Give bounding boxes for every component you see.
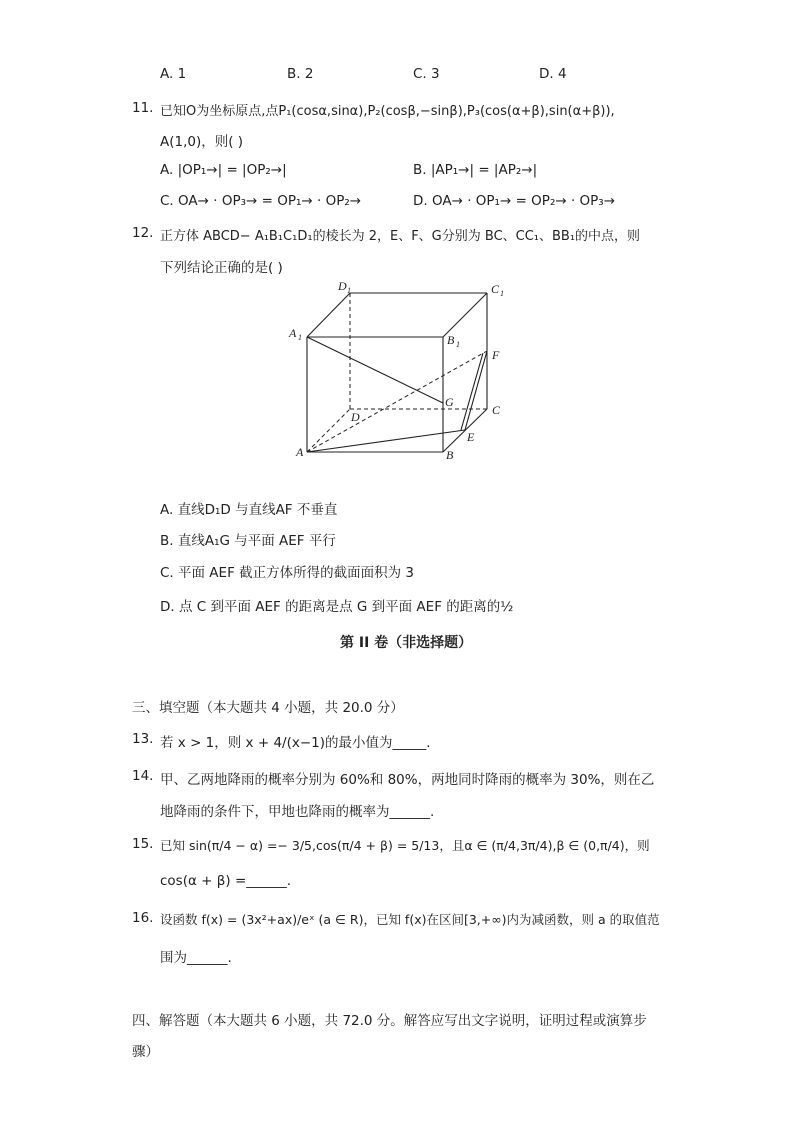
q13-text: 若 x > 1，则 x + 4/(x−1)的最小值为_____. [160, 735, 431, 751]
option-a-top: A. 1 [160, 66, 187, 82]
q15-line1: 已知 sin(π/4 − α) =− 3/5,cos(π/4 + β) = 5/13，且α ∈ (π/4,3π/4),β ∈ (0,π/4)，则 [160, 838, 650, 853]
label-b1: B [447, 333, 455, 347]
segment-a-e [307, 430, 465, 452]
label-g: G [445, 395, 454, 409]
hidden-edge-a-d [307, 409, 350, 452]
q12-line2: 下列结论正确的是( ) [160, 260, 283, 276]
option-d-top: D. 4 [539, 66, 567, 82]
label-c: C [492, 403, 501, 417]
q15-line2: cos(α + β) =______. [160, 873, 292, 889]
q12-number: 12. [132, 225, 154, 241]
q14-line2: 地降雨的条件下，甲地也降雨的概率为______. [160, 804, 435, 820]
q12-line1: 正方体 ABCD− A₁B₁C₁D₁的棱长为 2，E、F、G分别为 BC、CC₁、BB₁的中点，则 [160, 229, 641, 244]
q14-line1: 甲、乙两地降雨的概率分别为 60%和 80%，两地同时降雨的概率为 30%，则在乙 [160, 772, 655, 788]
label-a1: A [289, 326, 297, 340]
q15-number: 15. [132, 836, 154, 852]
option-c-top: C. 3 [413, 66, 440, 82]
q12-option-a: A. 直线D₁D 与直线AF 不垂直 [160, 502, 338, 518]
q16-number: 16. [132, 910, 154, 926]
q11-line2: A(1,0)，则( ) [160, 134, 244, 150]
part4-title: 四、解答题（本大题共 6 小题，共 72.0 分。解答应写出文字说明，证明过程或演算步 [132, 1013, 647, 1029]
q13-number: 13. [132, 731, 154, 747]
q11-line1: 已知O为坐标原点,点P₁(cosα,sinα),P₂(cosβ,−sinβ),P₃(cos(α+β),sin(α+β)), [160, 104, 615, 119]
svg-text:1: 1 [347, 286, 351, 295]
label-b: B [446, 448, 454, 462]
cube-figure [285, 275, 525, 465]
q11-option-b: B. |AP₁→| = |AP₂→| [413, 162, 538, 178]
label-c1: C [491, 282, 500, 296]
q14-number: 14. [132, 768, 154, 784]
q11-option-c: C. OA→ · OP₃→ = OP₁→ · OP₂→ [160, 193, 362, 209]
q11-number: 11. [132, 100, 154, 116]
q12-option-c: C. 平面 AEF 截正方体所得的截面面积为 3 [160, 565, 415, 581]
edge-a1-d1 [307, 293, 350, 337]
q12-option-b: B. 直线A₁G 与平面 AEF 平行 [160, 533, 336, 549]
q16-line1: 设函数 f(x) = (3x²+ax)/eˣ (a ∈ R)，已知 f(x)在区间[3,+∞)内为减函数，则 a 的取值范 [160, 912, 660, 927]
part3-title: 三、填空题（本大题共 4 小题，共 20.0 分） [132, 700, 404, 716]
q16-line2: 围为______. [160, 950, 232, 966]
section2-title: 第 II 卷（非选择题） [340, 635, 473, 651]
label-d1: D [338, 279, 347, 293]
q11-option-a: A. |OP₁→| = |OP₂→| [160, 162, 287, 178]
part4-title-cont: 骤） [132, 1044, 159, 1060]
edge-b1-c1 [443, 293, 487, 337]
hidden-segment-a-f [307, 351, 487, 452]
svg-text:1: 1 [500, 289, 504, 298]
svg-text:1: 1 [456, 340, 460, 349]
label-d: D [351, 410, 360, 424]
option-b-top: B. 2 [287, 66, 314, 82]
q12-option-d: D. 点 C 到平面 AEF 的距离是点 G 到平面 AEF 的距离的½ [160, 599, 514, 615]
segment-e-f-2 [461, 353, 483, 430]
segment-e-f [465, 351, 487, 430]
label-f: F [492, 348, 500, 362]
segment-a1-g [307, 337, 443, 403]
label-a: A [296, 445, 304, 459]
q11-option-d: D. OA→ · OP₁→ = OP₂→ · OP₃→ [413, 193, 616, 209]
svg-text:1: 1 [298, 333, 302, 342]
label-e: E [467, 430, 475, 444]
